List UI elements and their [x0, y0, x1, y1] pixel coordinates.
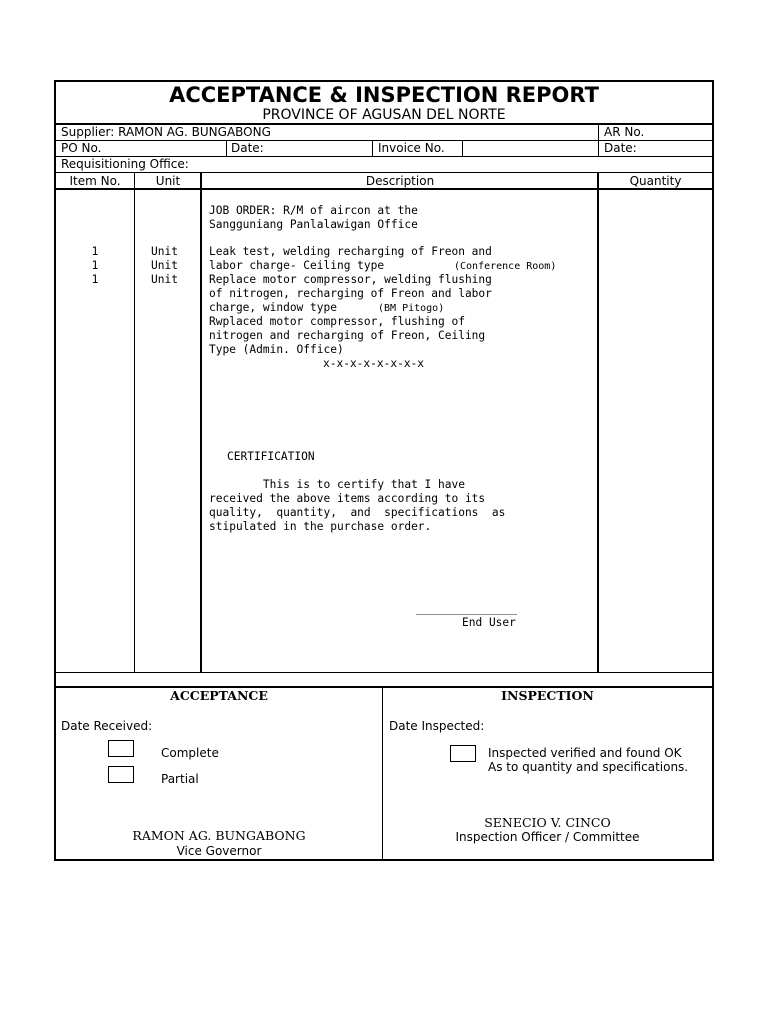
inspected-verified-line2: As to quantity and specifications.	[488, 760, 689, 774]
detail-line: of nitrogen, recharging of Freon and labor	[209, 287, 492, 300]
date-inspected-label: Date Inspected:	[389, 719, 485, 733]
rule-col-unit	[200, 172, 202, 673]
rule-date-divider	[226, 140, 227, 156]
unit-cell: Unit	[151, 273, 178, 286]
end-user-label: End User	[462, 616, 516, 629]
column-header-description: Description	[365, 174, 435, 188]
ar-date-label: Date:	[604, 141, 637, 155]
rule-col-desc	[597, 172, 599, 673]
partial-label: Partial	[161, 772, 199, 786]
rule-body-bottom	[56, 672, 712, 673]
certification-line: received the above items according to its	[209, 492, 486, 505]
end-user-signature-line: _______________	[416, 602, 518, 615]
date-received-label: Date Received:	[61, 719, 153, 733]
item-no-cell: 1	[91, 245, 99, 258]
item-no-cell: 1	[91, 259, 99, 272]
requisitioning-office-label: Requisitioning Office:	[61, 157, 189, 171]
invoice-no-label: Invoice No.	[378, 141, 445, 155]
inspection-heading: INSPECTION	[501, 688, 594, 703]
unit-cell: Unit	[151, 245, 178, 258]
column-header-quantity: Quantity	[629, 174, 682, 188]
po-no-label: PO No.	[61, 141, 102, 155]
ar-no-label: AR No.	[604, 125, 645, 139]
acceptance-signatory-title: Vice Governor	[176, 844, 262, 858]
rule-under-requisition	[56, 172, 712, 173]
detail-line: Type (Admin. Office)	[209, 343, 344, 356]
inspection-officer-name: SENECIO V. CINCO	[484, 815, 611, 830]
detail-line: charge, window type	[209, 301, 337, 314]
detail-line: labor charge- Ceiling type	[209, 259, 385, 272]
unit-cell: Unit	[151, 259, 178, 272]
po-date-label: Date:	[231, 141, 264, 155]
job-order-line: JOB ORDER: R/M of aircon at the	[209, 204, 418, 217]
inspected-verified-line1: Inspected verified and found OK	[488, 746, 682, 760]
detail-line: Leak test, welding recharging of Freon and	[209, 245, 492, 258]
detail-line: nitrogen and recharging of Freon, Ceiling	[209, 329, 486, 342]
item-no-cell: 1	[91, 273, 99, 286]
report-frame	[54, 80, 714, 861]
partial-checkbox[interactable]	[108, 766, 134, 783]
report-title: ACCEPTANCE & INSPECTION REPORT	[169, 83, 599, 107]
detail-line: Rwplaced motor compressor, flushing of	[209, 315, 465, 328]
certification-title: CERTIFICATION	[227, 450, 315, 463]
acceptance-heading: ACCEPTANCE	[170, 688, 268, 703]
rule-invoice-box-left	[462, 140, 463, 156]
bm-pitogo-note: (BM Pitogo)	[378, 303, 445, 314]
column-header-unit: Unit	[155, 174, 181, 188]
rule-acceptance-top	[56, 686, 712, 688]
certification-line: This is to certify that I have	[209, 478, 465, 491]
rule-ar-divider	[598, 124, 599, 156]
job-order-line: Sangguniang Panlalawigan Office	[209, 218, 418, 231]
province-name: PROVINCE OF AGUSAN DEL NORTE	[262, 107, 506, 123]
acceptance-signatory-name: RAMON AG. BUNGABONG	[132, 828, 306, 843]
supplier-label: Supplier: RAMON AG. BUNGABONG	[61, 125, 271, 139]
inspection-officer-title: Inspection Officer / Committee	[455, 830, 640, 844]
rule-invoice-divider	[372, 140, 373, 156]
complete-checkbox[interactable]	[108, 740, 134, 757]
conference-room-note: (Conference Room)	[454, 261, 557, 272]
rule-col-item	[134, 172, 135, 673]
rule-under-columns	[56, 188, 712, 190]
complete-label: Complete	[161, 746, 219, 760]
inspected-ok-checkbox[interactable]	[450, 745, 476, 762]
certification-line: stipulated in the purchase order.	[209, 520, 432, 533]
detail-line: Replace motor compressor, welding flushing	[209, 273, 492, 286]
certification-line: quality, quantity, and specifications as	[209, 506, 506, 519]
separator-line: x-x-x-x-x-x-x-x	[323, 357, 425, 370]
column-header-item-no: Item No.	[69, 174, 121, 188]
